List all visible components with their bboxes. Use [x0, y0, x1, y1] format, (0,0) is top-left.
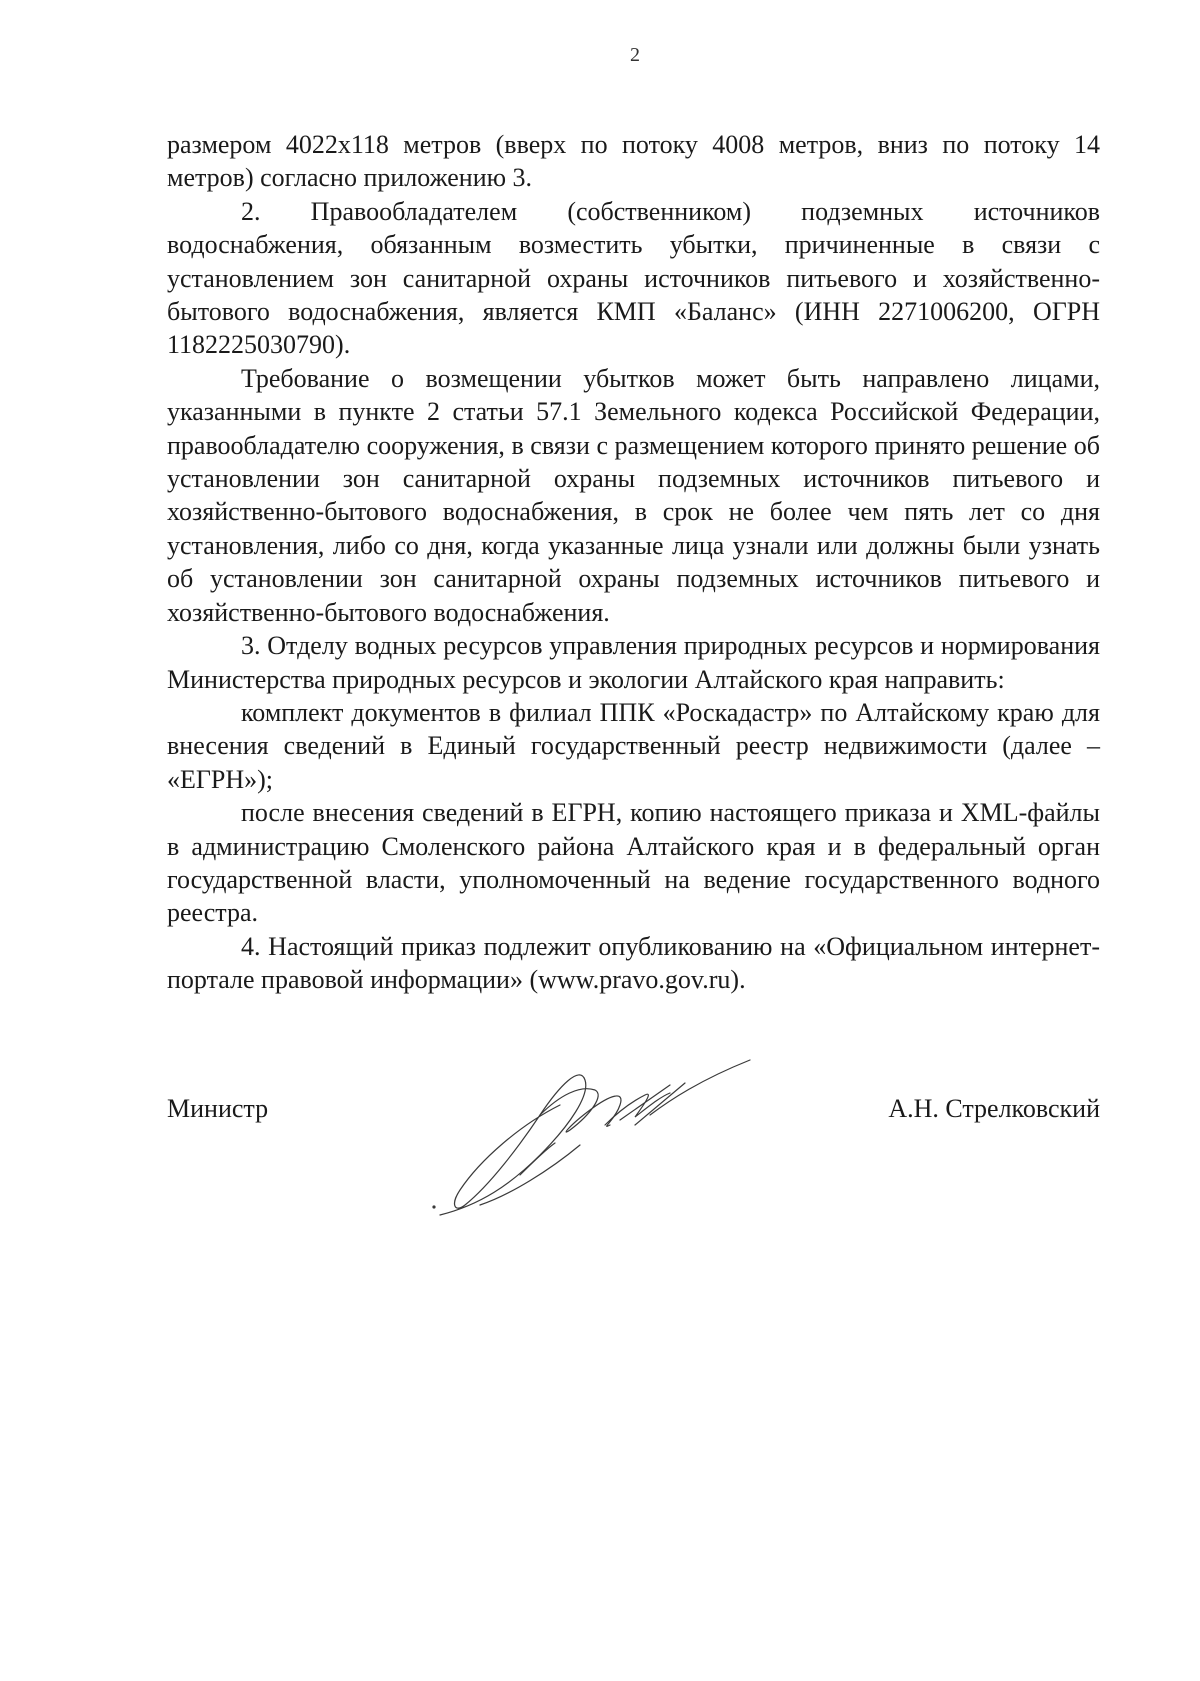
document-body [167, 128, 1100, 997]
paragraph-continuation: размером 4022х118 метров (вверх по потоку 4008 метров, вниз по потоку 14 метров) согласно приложению 3. [167, 130, 1100, 193]
paragraph-item-3-documents: комплект документов в филиал ППК «Роскадастр» по Алтайскому краю для внесения сведений в Единый государственный реестр недвижимости (далее – «ЕГРН»); [167, 697, 1100, 794]
paragraph-item-3: 3. Отделу водных ресурсов управления природных ресурсов и нормирования Министерства природных ресурсов и экологии Алтайского края направить: [167, 631, 1100, 694]
paragraph-item-2: 2. Правообладателем (собственником) подземных источников водоснабжения, обязанным возместить убытки, причиненные в связи с установлением зон санитарной охраны источников питьевого и хозяйственно-бытового водоснабжения, является КМП «Баланс» (ИНН 2271006200, ОГРН 1182225030790). [167, 196, 1100, 360]
paragraph-item-3-copies: после внесения сведений в ЕГРН, копию настоящего приказа и XML-файлы в администрацию Смоленского района Алтайского края и в федеральный орган государственной власти, уполномоченный на ведение государственного водного реестра. [167, 798, 1100, 928]
paragraph-compensation-claim: Требование о возмещении убытков может быть направлено лицами, указанными в пункте 2 статьи 57.1 Земельного кодекса Российской Федерации, правообладателю сооружения, в связи с размещением которого принято решение об установлении зон санитарной охраны подземных источников питьевого и хозяйственно-бытового водоснабжения, в срок не более чем пять лет со дня установления, либо со дня, когда указанные лица узнали или должны были узнать об установлении зон санитарной охраны подземных источников питьевого и хозяйственно-бытового водоснабжения. [167, 363, 1100, 627]
paragraph-item-4: 4. Настоящий приказ подлежит опубликованию на «Официальном интернет-портале правовой информации» (www.pravo.gov.ru). [167, 931, 1100, 995]
page-number: 2 [630, 44, 640, 66]
handwritten-signature [420, 1055, 770, 1225]
signer-name: А.Н. Стрелковский [888, 1094, 1100, 1123]
signer-title: Министр [167, 1094, 269, 1123]
